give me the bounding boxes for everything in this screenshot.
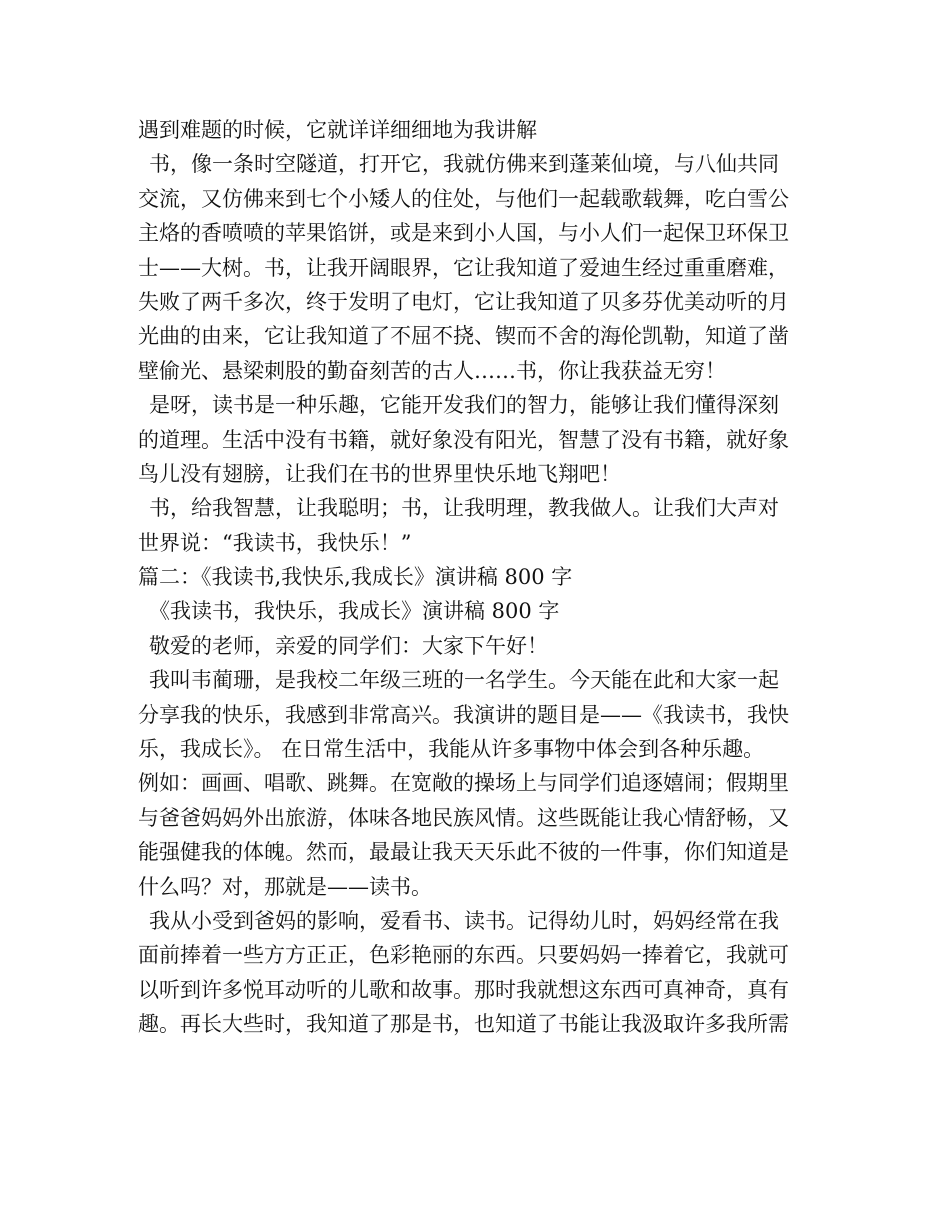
text-line: 趣。再长大些时，我知道了那是书，也知道了书能让我汲取许多我所需 bbox=[138, 1012, 789, 1037]
text-line: 士——大树。书，让我开阔眼界，它让我知道了爱迪生经过重重磨难， bbox=[138, 255, 789, 280]
text-line: 失败了两千多次，终于发明了电灯，它让我知道了贝多芬优美动听的月 bbox=[138, 289, 789, 314]
text-line: 以听到许多悦耳动听的儿歌和故事。那时我就想这东西可真神奇，真有 bbox=[138, 977, 789, 1002]
text-line: 鸟儿没有翅膀，让我们在书的世界里快乐地飞翔吧！ bbox=[138, 461, 621, 486]
text-line: 能强健我的体魄。然而，最最让我天天乐此不彼的一件事，你们知道是 bbox=[138, 840, 789, 865]
text-line: 书，给我智慧，让我聪明；书，让我明理，教我做人。让我们大声对 bbox=[149, 496, 779, 521]
text-line: 什么吗？对，那就是——读书。 bbox=[138, 874, 432, 899]
text-line: 乐，我成长》。 在日常生活中，我能从许多事物中体会到各种乐趣。 bbox=[138, 737, 765, 762]
text-line: 是呀，读书是一种乐趣，它能开发我们的智力，能够让我们懂得深刻 bbox=[149, 393, 779, 418]
text-line: 我从小受到爸妈的影响，爱看书、读书。记得幼儿时，妈妈经常在我 bbox=[149, 908, 779, 933]
text-line: 世界说：“我读书，我快乐！” bbox=[138, 530, 412, 555]
text-line: 分享我的快乐，我感到非常高兴。我演讲的题目是——《我读书，我快 bbox=[138, 702, 789, 727]
text-line: 篇二：《我读书,我快乐,我成长》演讲稿 800 字 bbox=[138, 565, 573, 590]
text-line: 与爸爸妈妈外出旅游，体味各地民族风情。这些既能让我心情舒畅，又 bbox=[138, 805, 789, 830]
text-line: 面前捧着一些方方正正，色彩艳丽的东西。只要妈妈一捧着它，我就可 bbox=[138, 943, 789, 968]
text-line: 交流，又仿佛来到七个小矮人的住处，与他们一起载歌载舞，吃白雪公 bbox=[138, 186, 789, 211]
text-line: 我叫韦蔺珊，是我校二年级三班的一名学生。今天能在此和大家一起 bbox=[149, 668, 779, 693]
text-line: 敬爱的老师，亲爱的同学们：大家下午好！ bbox=[149, 633, 548, 658]
text-line: 壁偷光、悬梁刺股的勤奋刻苦的古人……书，你让我获益无穷！ bbox=[138, 358, 726, 383]
text-line: 书，像一条时空隧道，打开它，我就仿佛来到蓬莱仙境，与八仙共同 bbox=[149, 152, 779, 177]
text-line: 例如：画画、唱歌、跳舞。在宽敞的操场上与同学们追逐嬉闹；假期里 bbox=[138, 771, 789, 796]
text-line: 主烙的香喷喷的苹果馅饼，或是来到小人国，与小人们一起保卫环保卫 bbox=[138, 221, 789, 246]
text-line: 的道理。生活中没有书籍，就好象没有阳光，智慧了没有书籍，就好象 bbox=[138, 427, 789, 452]
text-line: 光曲的由来，它让我知道了不屈不挠、锲而不舍的海伦凯勒，知道了凿 bbox=[138, 324, 789, 349]
document-body bbox=[138, 113, 818, 1042]
text-line: 《我读书，我快乐，我成长》演讲稿 800 字 bbox=[149, 599, 560, 624]
text-line: 遇到难题的时候，它就详详细细地为我讲解 bbox=[138, 118, 537, 142]
